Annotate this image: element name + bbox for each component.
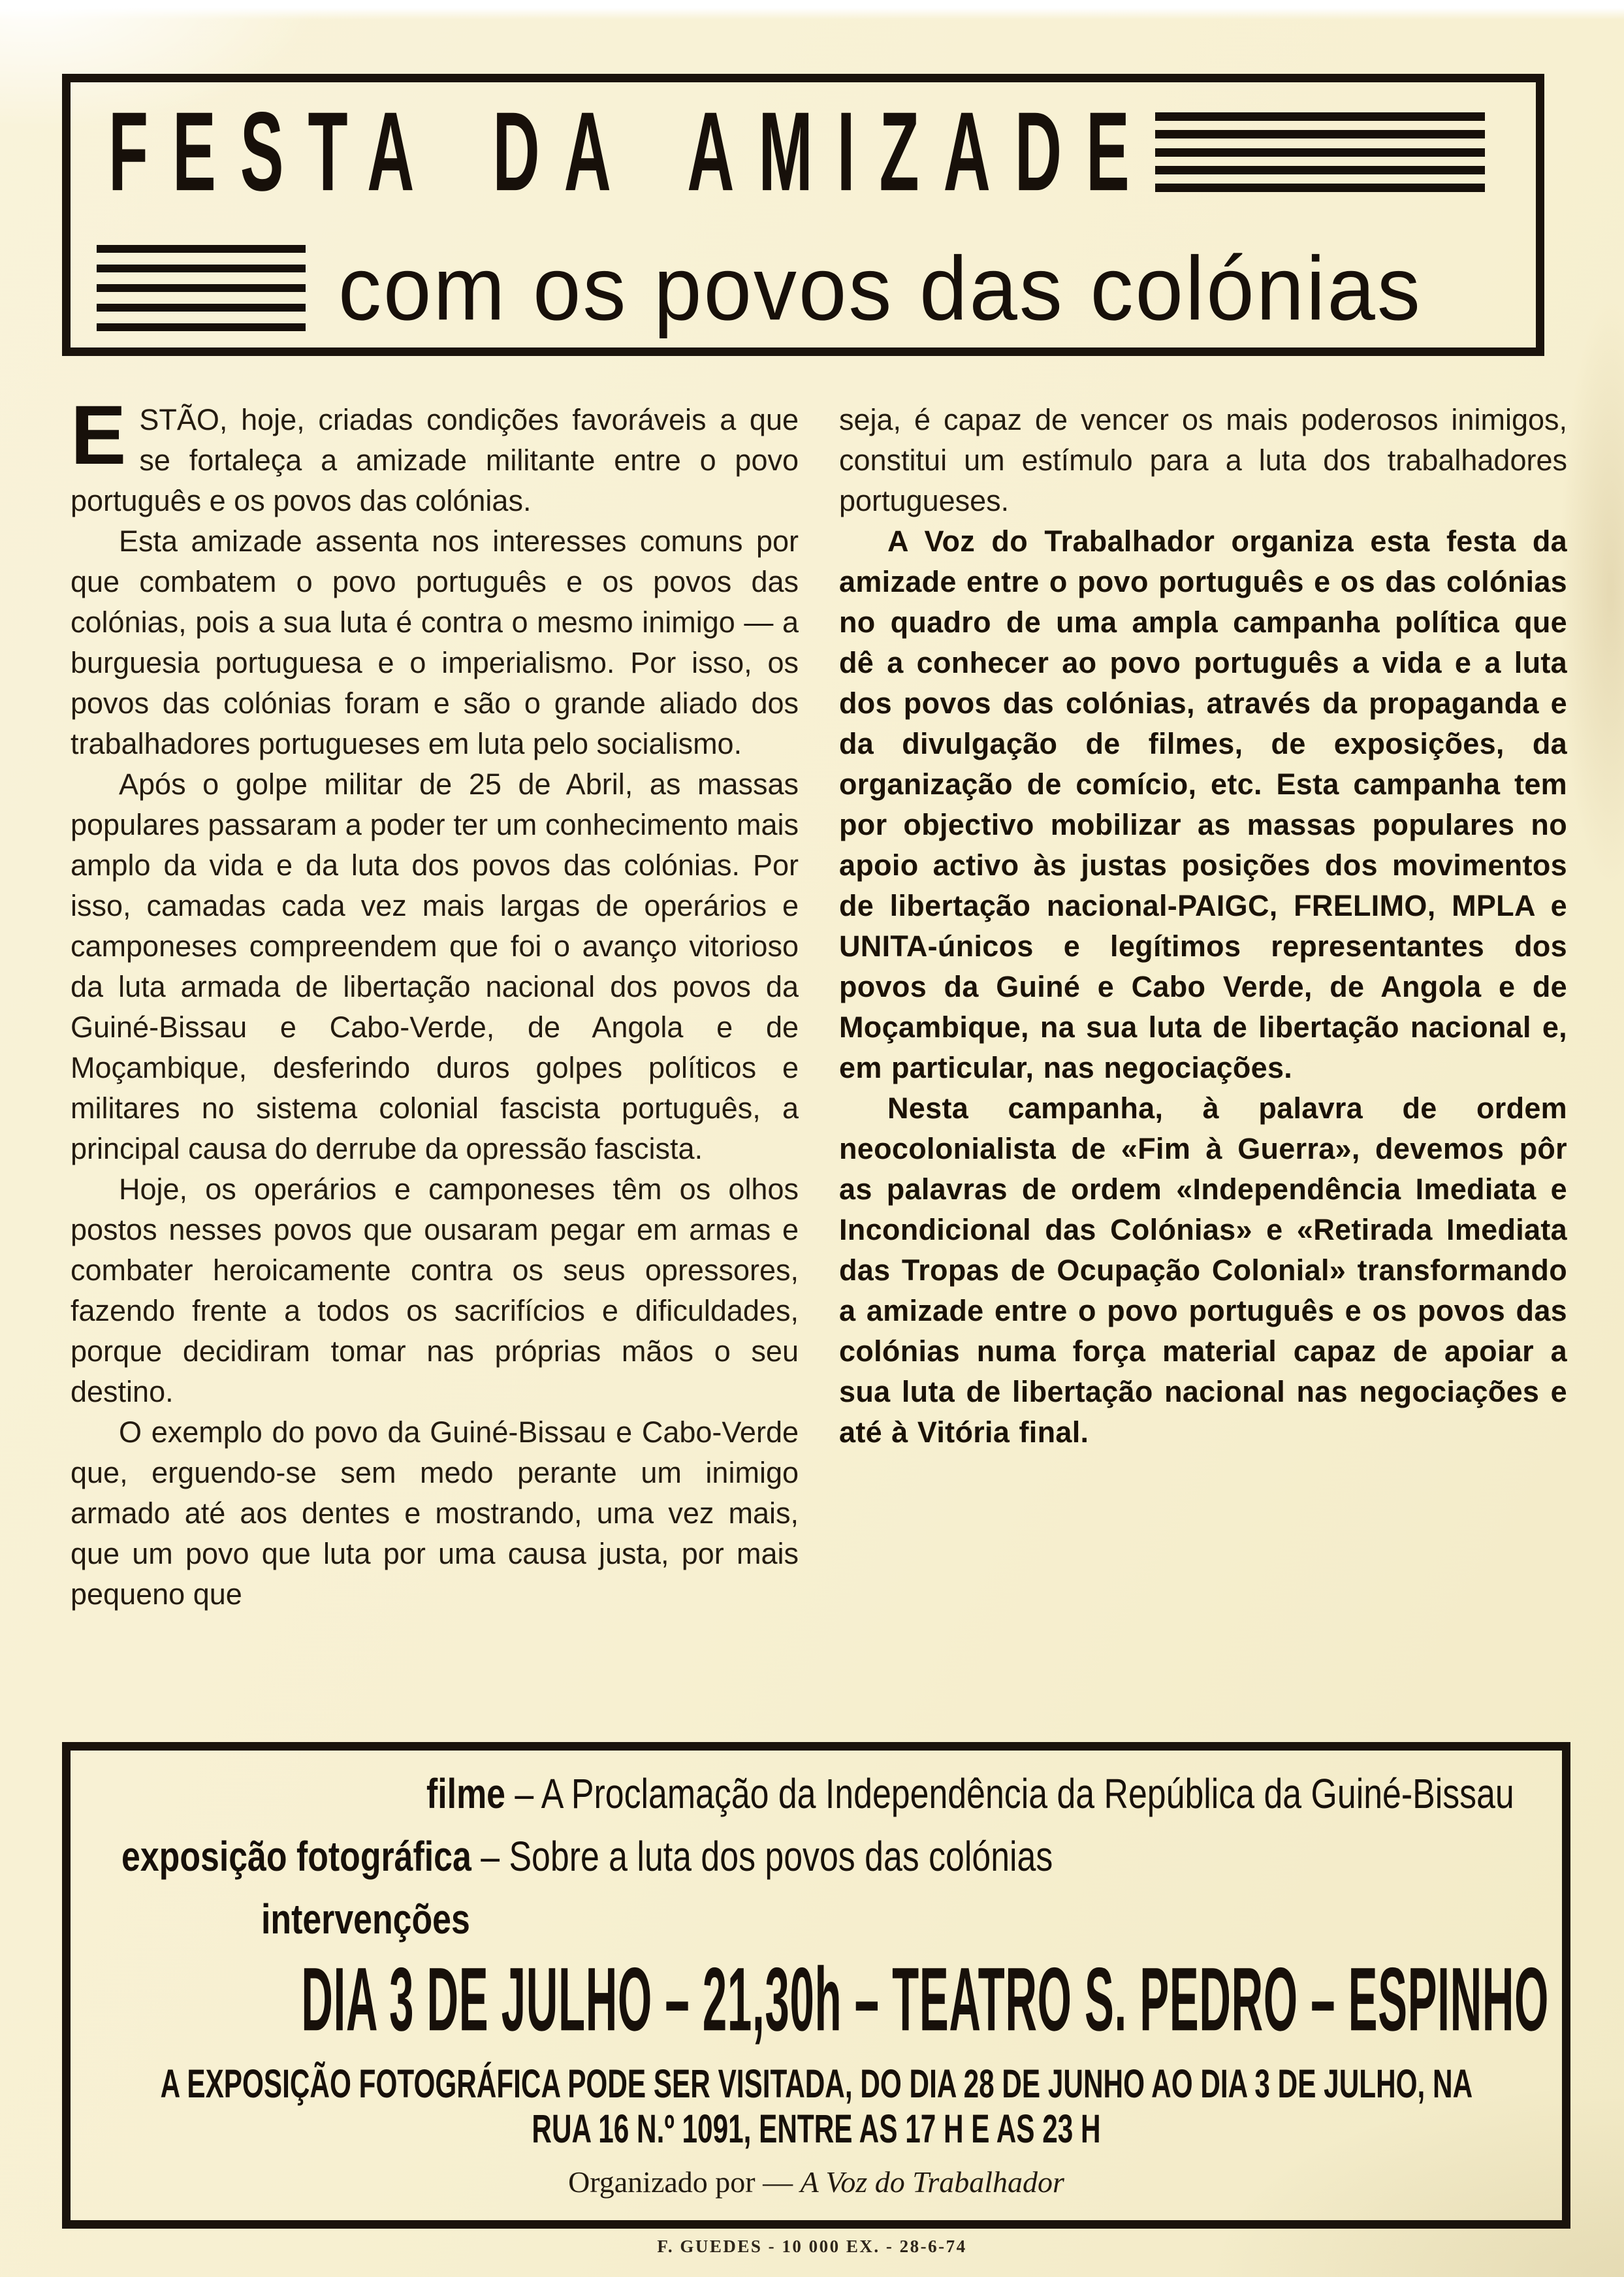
paragraph: O exemplo do povo da Guiné-Bissau e Cabo-Verde que, erguendo-se sem medo perante um inimigo armado até aos dentes e mostrando, uma vez mais, que um povo que luta por uma causa justa, por mais pequeno que	[71, 1415, 799, 1611]
exposition-text: – Sobre a luta dos povos das colónias	[471, 1833, 1053, 1881]
drop-cap: E	[71, 389, 127, 482]
film-line	[426, 1771, 1562, 1818]
organizer-prefix: Organizado por —	[568, 2165, 801, 2199]
paragraph: seja, é capaz de vencer os mais poderosos inimigos, constitui um estímulo para a luta dos trabalhadores portugueses.	[839, 403, 1567, 517]
paragraph-bold: A Voz do Trabalhador organiza esta festa da amizade entre o povo português e os das colónias no quadro de uma ampla campanha política que dê a conhecer ao povo português a vida e a luta dos povos das colónias, através da propaganda e da divulgação de filmes, de exposições, da organização de comício, etc. Esta campanha tem por objectivo mobilizar as massas populares no apoio activo às justas posições dos movimentos de libertação nacional-PAIGC, FRELIMO, MPLA e UNITA-únicos e legítimos representantes dos povos da Guiné e Cabo Verde, de Angola e de Moçambique, na sua luta de libertação nacional e, em particular, nas negociações.	[839, 525, 1567, 1084]
film-label: filme	[426, 1771, 506, 1818]
horizontal-rules-icon	[1155, 112, 1485, 192]
page-title-line1: FESTA DA AMIZADE	[108, 88, 1154, 215]
film-text: – A Proclamação da Independência da República da Guiné-Bissau	[505, 1771, 1514, 1818]
paragraph-bold: Nesta campanha, à palavra de ordem neocolonialista de «Fim à Guerra», devemos pôr as palavras de ordem «Independência Imediata e Incondicional das Colónias» e «Retirada Imediata das Tropas de Ocupação Colonial» transformando a amizade entre o povo português e os povos das colónias numa força material capaz de apoiar a sua luta de libertação nacional nas negociações e até à Vitória final.	[839, 1091, 1567, 1449]
horizontal-rules-icon	[97, 245, 306, 331]
organizer-name: A Voz do Trabalhador	[800, 2165, 1064, 2199]
masthead-row-1	[108, 88, 1485, 215]
article-column-right	[839, 400, 1567, 1615]
paragraph: Hoje, os operários e camponeses têm os olhos postos nesses povos que ousaram pegar em armas e combater heroicamente contra os seus opressores, fazendo frente a todos os sacrifícios e dificuldades, porque decidiram tomar nas próprias mãos o seu destino.	[71, 1172, 799, 1408]
paragraph: Após o golpe militar de 25 de Abril, as massas populares passaram a poder ter um conhecimento mais amplo da vida e da luta dos povos das colónias. Por isso, camadas cada vez mais largas de operários e camponeses compreendem que foi o avanço vitorioso da luta armada de libertação nacional dos povos da Guiné-Bissau e Cabo-Verde, de Angola e de Moçambique, desferindo duros golpes políticos e militares no sistema colonial fascista português, a principal causa do derrube da opressão fascista.	[71, 767, 799, 1165]
paragraph-text: STÃO, hoje, criadas condições favoráveis a que se fortaleça a amizade militante entre o povo português e os povos das colónias.	[71, 403, 799, 517]
interventions-line	[261, 1896, 1562, 1943]
article-columns	[71, 389, 1567, 1615]
interventions-label: intervenções	[261, 1896, 470, 1943]
organizer-line	[71, 2165, 1562, 2199]
paragraph: Esta amizade assenta nos interesses comuns por que combatem o povo português e os povos das colónias, pois a sua luta é contra o mesmo inimigo — a burguesia portuguesa e o imperialismo. Por isso, os povos das colónias foram e são o grande aliado dos trabalhadores portugueses em luta pelo socialismo.	[71, 525, 799, 760]
exposition-label: exposição fotográfica	[121, 1833, 471, 1881]
exposition-line	[121, 1833, 1562, 1881]
printer-imprint: F. GUEDES - 10 000 EX. - 28-6-74	[657, 2237, 967, 2256]
masthead-row-2	[97, 233, 1536, 344]
paragraph	[71, 389, 799, 521]
visit-info-line-1: A EXPOSIÇÃO FOTOGRÁFICA PODE SER VISITADA, DO DIA 28 DE JUNHO AO DIA 3 DE JULHO, NA	[160, 2061, 1473, 2106]
article-column-left	[71, 389, 799, 1615]
page-title-line2: com os povos das colónias	[338, 237, 1422, 339]
visit-info-line-2: RUA 16 N.º 1091, ENTRE AS 17 H E AS 23 H	[532, 2106, 1101, 2151]
masthead-box	[62, 74, 1544, 356]
event-headline: DIA 3 DE JULHO – 21,30h – TEATRO S. PEDRO – ESPINHO	[301, 1950, 1550, 2050]
event-box	[62, 1742, 1570, 2229]
